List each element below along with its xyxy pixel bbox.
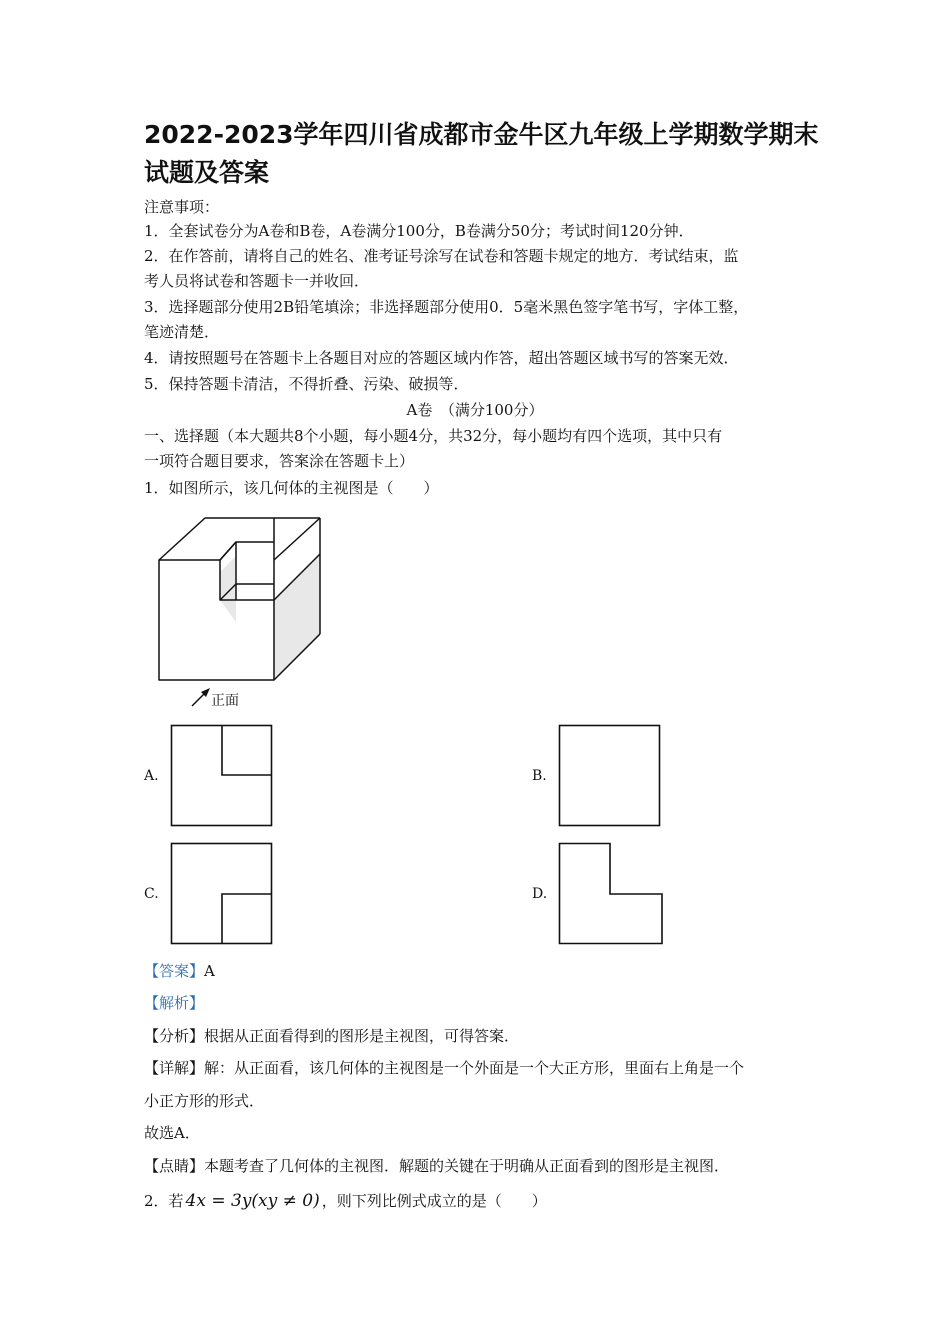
note-4: 4．请按照题号在答题卡上各题目对应的答题区域内作答，超出答题区域书写的答案无效．	[144, 349, 739, 367]
guxuan: 故选A．	[144, 1124, 200, 1142]
answer-line	[144, 960, 215, 982]
page-title: 2022-2023学年四川省成都市金牛区九年级上学期数学期末试题及答案	[144, 120, 819, 187]
q2-prefix: 2．若	[144, 1192, 184, 1210]
option-c-label: C.	[144, 886, 159, 902]
dianjing: 【点睛】本题考查了几何体的主视图．解题的关键在于明确从正面看到的图形是主视图．	[144, 1157, 730, 1175]
note-3a: 3．选择题部分使用2B铅笔填涂；非选择题部分使用0．5毫米黑色签字笔书写，字体工整，	[144, 298, 749, 316]
note-3b: 笔迹清楚．	[144, 323, 220, 341]
xiangjie-a: 【详解】解：从正面看，该几何体的主视图是一个外面是一个大正方形，里面右上角是一个	[144, 1059, 745, 1077]
xiangjie-b: 小正方形的形式．	[144, 1092, 265, 1110]
option-c-figure	[170, 842, 274, 946]
option-a-figure	[170, 724, 274, 828]
note-5: 5．保持答题卡清洁，不得折叠、污染、破损等．	[144, 375, 469, 393]
note-1: 1．全套试卷分为A卷和B卷，A卷满分100分，B卷满分50分；考试时间120分钟．	[144, 222, 694, 240]
note-2b: 考人员将试卷和答题卡一并收回．	[144, 272, 370, 290]
fenxi: 【分析】根据从正面看得到的图形是主视图，可得答案．	[144, 1027, 520, 1045]
option-d-figure	[558, 842, 664, 946]
option-b-label: B.	[532, 768, 547, 784]
note-2a: 2．在作答前，请将自己的姓名、准考证号涂写在试卷和答题卡规定的地方．考试结束，监	[144, 247, 739, 265]
q2-suffix: ，则下列比例式成立的是（ ）	[321, 1192, 547, 1210]
option-a-label: A.	[144, 768, 159, 784]
part1-line-a: 一、选择题（本大题共8个小题，每小题4分，共32分，每小题均有四个选项，其中只有	[144, 427, 723, 445]
notes-heading: 注意事项：	[144, 198, 220, 216]
part1-line-b: 一项符合题目要求，答案涂在答题卡上）	[144, 452, 415, 470]
section-a-heading: A卷 （满分100分）	[406, 401, 544, 419]
answer-value: A	[204, 962, 215, 980]
q1-stem: 1．如图所示，该几何体的主视图是（ ）	[144, 479, 439, 497]
answer-tag: 【答案】	[144, 962, 205, 980]
option-d-label: D.	[532, 886, 548, 902]
front-label: 正面	[211, 693, 239, 709]
q1-3d-figure	[150, 514, 330, 686]
q2-math: 4x = 3y(xy ≠ 0)	[185, 1191, 320, 1211]
q2-stem	[144, 1190, 547, 1212]
analysis-tag: 【解析】	[144, 994, 205, 1012]
option-b-figure	[558, 724, 662, 828]
